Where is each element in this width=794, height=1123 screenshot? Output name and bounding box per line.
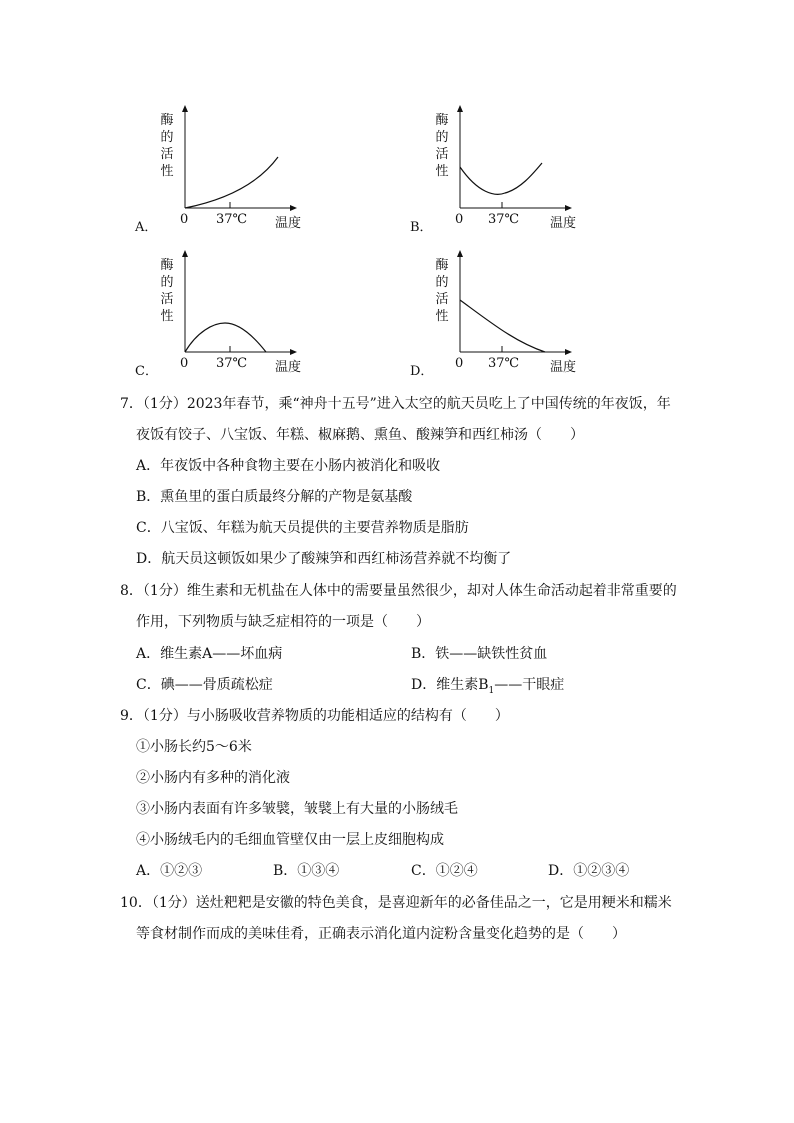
question-9-option-a: A．①②③ xyxy=(136,863,203,879)
x-axis-label: 温度 xyxy=(275,360,302,375)
tick-label: 37℃ xyxy=(488,212,520,227)
enzyme-activity-arch-graph xyxy=(135,250,375,380)
x-axis-label: 温度 xyxy=(550,360,577,375)
graph-option-b xyxy=(410,105,650,235)
question-9-item-1: ①小肠长约5～6米 xyxy=(136,739,252,755)
tick-label: 37℃ xyxy=(216,356,248,371)
question-8-option-c: C．碘——骨质疏松症 xyxy=(136,677,273,693)
graph-option-a xyxy=(135,105,375,235)
question-7-option-a: A．年夜饭中各种食物主要在小肠内被消化和吸收 xyxy=(136,458,441,474)
question-9-item-2: ②小肠内有多种的消化液 xyxy=(136,770,290,786)
question-9-item-4: ④小肠绒毛内的毛细血管壁仅由一层上皮细胞构成 xyxy=(136,832,444,848)
question-9-option-c: C．①②④ xyxy=(411,863,478,879)
y-axis-label: 酶 的 活 性 xyxy=(160,113,174,179)
question-10-line-1: 10．（1分）送灶粑粑是安徽的特色美食，是喜迎新年的必备佳品之一，它是用粳米和糯米 xyxy=(120,895,672,911)
question-8-line-1: 8．（1分）维生素和无机盐在人体中的需要量虽然很少，却对人体生命活动起着非常重要的 xyxy=(120,583,677,599)
question-8-option-a: A．维生素A——坏血病 xyxy=(136,646,283,662)
y-axis-label: 酶 的 活 性 xyxy=(160,258,174,324)
question-7-option-b: B．熏鱼里的蛋白质最终分解的产物是氨基酸 xyxy=(136,489,413,505)
question-9-line-1: 9．（1分）与小肠吸收营养物质的功能相适应的结构有（ ） xyxy=(120,708,509,724)
origin-label: 0 xyxy=(455,356,464,371)
question-9-option-b: B．①③④ xyxy=(273,863,340,879)
question-9-item-3: ③小肠内表面有许多皱襞，皱襞上有大量的小肠绒毛 xyxy=(136,801,458,817)
question-8-option-d: D．维生素$B_1——$干眼症 xyxy=(411,677,565,696)
enzyme-activity-u-graph xyxy=(410,105,650,235)
tick-label: 37℃ xyxy=(216,212,248,227)
question-7-option-c: C．八宝饭、年糕为航天员提供的主要营养物质是脂肪 xyxy=(136,520,469,536)
origin-label: 0 xyxy=(455,212,464,227)
enzyme-activity-falling-graph xyxy=(410,250,650,380)
question-7-option-d: D．航天员这顿饭如果少了酸辣笋和西红柿汤营养就不均衡了 xyxy=(136,551,512,567)
question-9-option-d: D．①②③④ xyxy=(548,863,630,879)
x-axis-label: 温度 xyxy=(275,216,302,231)
question-7-line-1: 7．（1分）2023年春节，乘“神舟十五号”进入太空的航天员吃上了中国传统的年夜饭，年 xyxy=(120,396,671,412)
question-7-line-2: 夜饭有饺子、八宝饭、年糕、椒麻鹅、熏鱼、酸辣笋和西红柿汤（ ） xyxy=(136,427,584,443)
graph-option-d xyxy=(410,250,650,380)
graph-option-c xyxy=(135,250,375,380)
question-8-line-2: 作用，下列物质与缺乏症相符的一项是（ ） xyxy=(136,614,430,630)
y-axis-label: 酶 的 活 性 xyxy=(435,258,449,324)
option-letter: B． xyxy=(410,220,433,235)
origin-label: 0 xyxy=(180,356,189,371)
x-axis-label: 温度 xyxy=(550,216,577,231)
enzyme-activity-rising-graph xyxy=(135,105,375,235)
tick-label: 37℃ xyxy=(488,356,520,371)
question-8-option-b: B．铁——缺铁性贫血 xyxy=(411,646,548,662)
origin-label: 0 xyxy=(180,212,189,227)
option-letter: D． xyxy=(410,364,434,379)
option-letter: C． xyxy=(135,364,158,379)
question-10-line-2: 等食材制作而成的美味佳肴，正确表示消化道内淀粉含量变化趋势的是（ ） xyxy=(136,926,626,942)
y-axis-label: 酶 的 活 性 xyxy=(435,113,449,179)
option-letter: A． xyxy=(135,220,158,235)
